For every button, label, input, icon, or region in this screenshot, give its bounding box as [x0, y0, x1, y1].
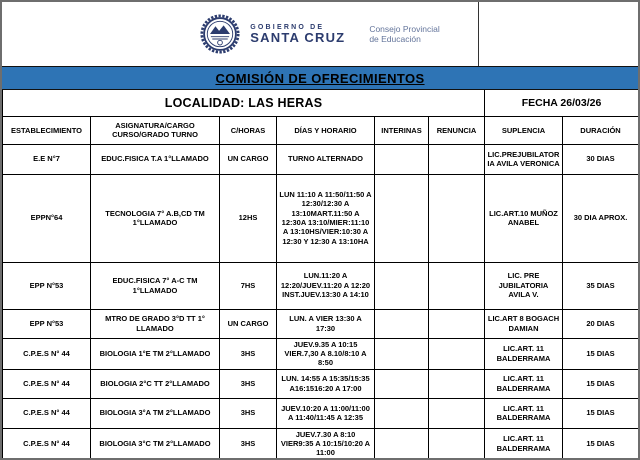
header-divider	[478, 2, 479, 66]
subheader-row	[3, 90, 639, 116]
table-row	[3, 144, 639, 174]
cell-asignatura: TECNOLOGIA 7° A.B,CD TM 1°LLAMADO	[91, 174, 220, 262]
table-row	[3, 309, 639, 338]
cell-interinas	[375, 174, 429, 262]
cell-establecimiento: C.P.E.S N° 44	[3, 369, 91, 398]
cell-duracion: 35 DIAS	[563, 262, 639, 309]
col-header-suplencia: SUPLENCIA	[485, 116, 563, 144]
cell-interinas	[375, 398, 429, 428]
cell-duracion: 15 DIAS	[563, 369, 639, 398]
fecha-cell: FECHA 26/03/26	[485, 90, 639, 116]
col-header-choras: C/HORAS	[220, 116, 277, 144]
cell-suplencia: LIC.PREJUBILATORIA AVILA VERONICA	[485, 144, 563, 174]
cell-renuncia	[429, 398, 485, 428]
localidad-cell: LOCALIDAD: LAS HERAS	[3, 90, 485, 116]
cell-interinas	[375, 428, 429, 460]
cell-duracion: 15 DIAS	[563, 338, 639, 369]
cell-suplencia: LIC.ART. 11 BALDERRAMA	[485, 338, 563, 369]
cell-asignatura: EDUC.FISICA T.A 1°LLAMADO	[91, 144, 220, 174]
cell-interinas	[375, 309, 429, 338]
cell-establecimiento: C.P.E.S N° 44	[3, 338, 91, 369]
cell-duracion: 20 DIAS	[563, 309, 639, 338]
cell-asignatura: BIOLOGIA 1°E TM 2°LLAMADO	[91, 338, 220, 369]
cell-renuncia	[429, 309, 485, 338]
document-header	[2, 2, 638, 66]
col-header-renuncia: RENUNCIA	[429, 116, 485, 144]
santa-cruz-label: SANTA CRUZ	[250, 29, 346, 45]
government-wordmark	[250, 24, 345, 45]
cell-dias-horario: LUN. A VIER 13:30 A 17:30	[277, 309, 375, 338]
cell-duracion: 30 DIA APROX.	[563, 174, 639, 262]
column-header-row	[3, 116, 639, 144]
cell-choras: 3HS	[220, 398, 277, 428]
cell-dias-horario: JUEV.7.30 A 8:10 VIER9:35 A 10:15/10:20 A 11:00	[277, 428, 375, 460]
table-row	[3, 338, 639, 369]
cell-interinas	[375, 262, 429, 309]
cell-establecimiento: EPP N°53	[3, 309, 91, 338]
cell-establecimiento: EPPN°64	[3, 174, 91, 262]
cell-renuncia	[429, 338, 485, 369]
cell-duracion: 15 DIAS	[563, 428, 639, 460]
cell-choras: 3HS	[220, 428, 277, 460]
cell-suplencia: LIC.ART 8 BOGACH DAMIAN	[485, 309, 563, 338]
cell-establecimiento: C.P.E.S N° 44	[3, 398, 91, 428]
cell-renuncia	[429, 369, 485, 398]
cell-dias-horario: TURNO ALTERNADO	[277, 144, 375, 174]
col-header-asignatura: ASIGNATURA/CARGO CURSO/GRADO TURNO	[91, 116, 220, 144]
col-header-establecimiento: ESTABLECIMIENTO	[3, 116, 91, 144]
table-row	[3, 369, 639, 398]
offers-table	[2, 90, 639, 460]
cell-renuncia	[429, 428, 485, 460]
cell-asignatura: BIOLOGIA 2°C TT 2°LLAMADO	[91, 369, 220, 398]
col-header-dias-horario: DÍAS Y HORARIO	[277, 116, 375, 144]
santa-cruz-emblem-icon	[200, 14, 240, 54]
cell-choras: 3HS	[220, 338, 277, 369]
cell-asignatura: MTRO DE GRADO 3°D TT 1° LLAMADO	[91, 309, 220, 338]
cell-dias-horario: LUN 11:10 A 11:50/11:50 A 12:30/12:30 A 13:10MART.11:50 A 12:30A 13:10/MIER:11:10 A 13:10HS/VIER:10:30 A 12:30 Y 12:30 A 13:10HA	[277, 174, 375, 262]
cell-establecimiento: C.P.E.S N° 44	[3, 428, 91, 460]
cell-establecimiento: E.E N°7	[3, 144, 91, 174]
cell-dias-horario: LUN.11:20 A 12:20/JUEV.11:20 A 12:20 INST.JUEV.13:30 A 14:10	[277, 262, 375, 309]
cell-renuncia	[429, 174, 485, 262]
cell-suplencia: LIC.ART. 11 BALDERRAMA	[485, 398, 563, 428]
cell-duracion: 30 DIAS	[563, 144, 639, 174]
logo-group	[200, 14, 439, 54]
cell-choras: 3HS	[220, 369, 277, 398]
banner	[2, 66, 638, 90]
cell-dias-horario: JUEV.9.35 A 10:15 VIER.7,30 A 8.10/8:10 A 8:50	[277, 338, 375, 369]
cell-renuncia	[429, 144, 485, 174]
cell-choras: UN CARGO	[220, 144, 277, 174]
cell-interinas	[375, 338, 429, 369]
gobierno-de-label: GOBIERNO DE	[250, 23, 325, 31]
cell-dias-horario: JUEV.10:20 A 11:00/11:00 A 11:40/11:45 A 12:35	[277, 398, 375, 428]
col-header-duracion: DURACIÓN	[563, 116, 639, 144]
cell-suplencia: LIC. PRE JUBILATORIA AVILA V.	[485, 262, 563, 309]
consejo-wordmark	[369, 24, 439, 44]
cell-asignatura: BIOLOGIA 3°A TM 2°LLAMADO	[91, 398, 220, 428]
table-row	[3, 428, 639, 460]
cell-suplencia: LIC.ART. 11 BALDERRAMA	[485, 369, 563, 398]
page-title: COMISIÓN DE OFRECIMIENTOS	[215, 70, 425, 86]
cell-interinas	[375, 369, 429, 398]
cell-choras: UN CARGO	[220, 309, 277, 338]
table-row	[3, 398, 639, 428]
cell-asignatura: EDUC.FISICA 7° A-C TM 1°LLAMADO	[91, 262, 220, 309]
cell-renuncia	[429, 262, 485, 309]
cell-interinas	[375, 144, 429, 174]
col-header-interinas: INTERINAS	[375, 116, 429, 144]
cell-choras: 7HS	[220, 262, 277, 309]
cell-suplencia: LIC.ART.10 MUÑOZ ANABEL	[485, 174, 563, 262]
table-row	[3, 262, 639, 309]
consejo-line2: de Educación	[369, 34, 421, 44]
cell-dias-horario: LUN. 14:55 A 15:35/15:35 A16:1516:20 A 17:00	[277, 369, 375, 398]
cell-choras: 12HS	[220, 174, 277, 262]
cell-suplencia: LIC.ART. 11 BALDERRAMA	[485, 428, 563, 460]
cell-establecimiento: EPP N°53	[3, 262, 91, 309]
cell-duracion: 15 DIAS	[563, 398, 639, 428]
cell-asignatura: BIOLOGIA 3°C TM 2°LLAMADO	[91, 428, 220, 460]
consejo-line1: Consejo Provincial	[369, 23, 440, 34]
table-row	[3, 174, 639, 262]
